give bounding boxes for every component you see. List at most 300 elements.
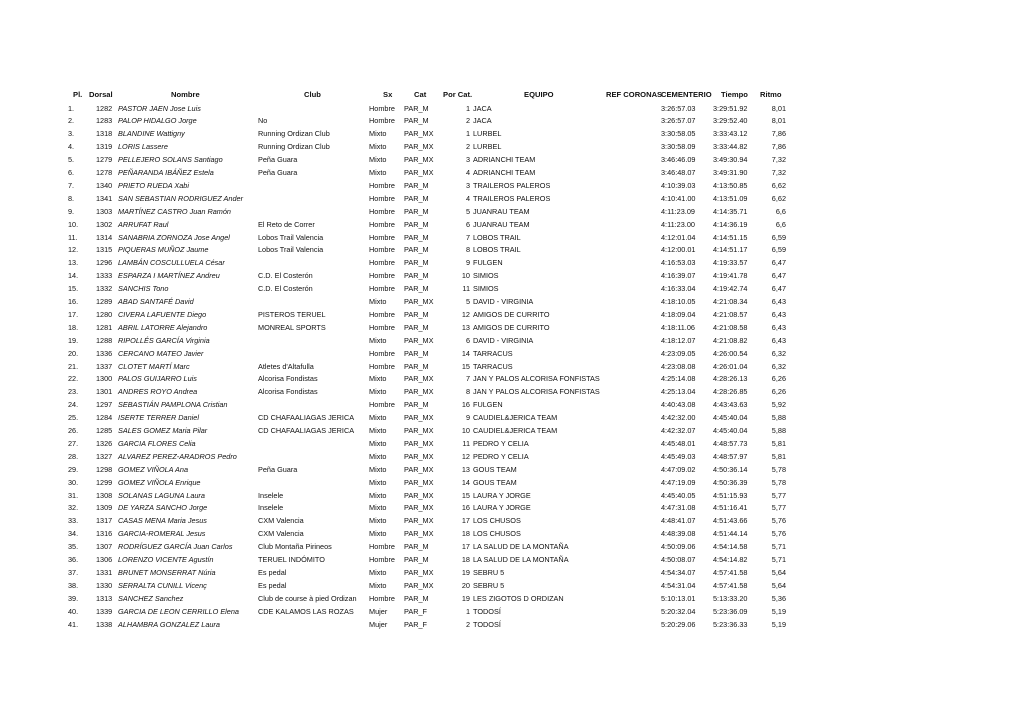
runner-name: ISERTE TERRER Daniel bbox=[118, 413, 199, 423]
club: Running Ordizan Club bbox=[258, 129, 330, 139]
dorsal: 1339 bbox=[96, 606, 113, 616]
category-position: 2 bbox=[465, 619, 470, 629]
category-position: 13 bbox=[461, 464, 470, 474]
category: PAR_MX bbox=[404, 580, 434, 590]
runner-name: PASTOR JAEN Jose Luis bbox=[118, 103, 201, 113]
team: ADRIANCHI TEAM bbox=[473, 168, 536, 177]
place: 40. bbox=[68, 606, 79, 616]
dorsal: 1284 bbox=[96, 413, 113, 423]
category: PAR_MX bbox=[404, 503, 434, 513]
cementerio-split: 4:42:32.07 bbox=[661, 426, 696, 435]
place: 28. bbox=[68, 451, 79, 461]
sex: Mixto bbox=[369, 413, 387, 423]
category-position: 18 bbox=[461, 555, 470, 564]
finish-time: 5:13:33.20 bbox=[713, 593, 748, 603]
header-cementerio: CEMENTERIO bbox=[661, 90, 712, 99]
runner-name: ESPARZA I MARTÍNEZ Andreu bbox=[118, 271, 220, 281]
header-dorsal: Dorsal bbox=[89, 90, 113, 99]
finish-time: 4:51:15.93 bbox=[713, 490, 748, 500]
table-row bbox=[0, 348, 1024, 361]
place: 23. bbox=[68, 387, 79, 397]
cementerio-split: 4:47:19.09 bbox=[661, 477, 696, 487]
dorsal: 1296 bbox=[96, 258, 113, 268]
runner-name: ALVAREZ PEREZ-ARADROS Pedro bbox=[118, 451, 237, 461]
pace: 5,76 bbox=[771, 529, 786, 539]
sex: Mixto bbox=[369, 477, 387, 487]
runner-name: ALHAMBRA GONZALEZ Laura bbox=[118, 619, 220, 629]
place: 4. bbox=[68, 142, 75, 152]
table-row bbox=[0, 373, 1024, 386]
header-sx: Sx bbox=[383, 90, 393, 99]
place: 29. bbox=[68, 464, 79, 474]
cementerio-split: 4:16:33.04 bbox=[661, 284, 696, 294]
dorsal: 1338 bbox=[96, 619, 113, 629]
pace: 6,6 bbox=[775, 219, 786, 229]
category-position: 10 bbox=[461, 426, 470, 435]
runner-name: SEBASTIÁN PAMPLONA Cristian bbox=[118, 400, 228, 410]
finish-time: 4:48:57.73 bbox=[713, 438, 748, 448]
club: TERUEL INDÓMITO bbox=[258, 555, 325, 564]
category-position: 12 bbox=[461, 309, 470, 319]
category-position: 17 bbox=[461, 542, 470, 552]
team: JAN Y PALOS ALCORISA FONFISTAS bbox=[473, 374, 600, 384]
finish-time: 4:19:41.78 bbox=[713, 271, 748, 281]
finish-time: 4:45:40.04 bbox=[713, 413, 748, 423]
category-position: 12 bbox=[461, 451, 470, 461]
dorsal: 1340 bbox=[96, 180, 113, 190]
pace: 5,19 bbox=[771, 619, 786, 629]
table-row bbox=[0, 412, 1024, 425]
dorsal: 1280 bbox=[96, 309, 113, 319]
category-position: 6 bbox=[465, 335, 470, 345]
runner-name: RIPOLLÉS GARCÍA Virginia bbox=[118, 335, 210, 345]
cementerio-split: 5:10:13.01 bbox=[661, 593, 696, 603]
table-row bbox=[0, 296, 1024, 309]
pace: 6,32 bbox=[771, 361, 786, 371]
team: JACA bbox=[473, 116, 492, 126]
finish-time: 4:28:26.13 bbox=[713, 374, 748, 384]
place: 34. bbox=[68, 529, 79, 539]
pace: 6,43 bbox=[771, 335, 786, 345]
cementerio-split: 4:12:00.01 bbox=[661, 245, 696, 255]
cementerio-split: 5:20:32.04 bbox=[661, 606, 696, 616]
pace: 5,64 bbox=[771, 567, 786, 577]
finish-time: 4:45:40.04 bbox=[713, 426, 748, 435]
table-row bbox=[0, 515, 1024, 528]
sex: Mujer bbox=[369, 619, 388, 629]
runner-name: SOLANAS LAGUNA Laura bbox=[118, 490, 205, 500]
category: PAR_MX bbox=[404, 387, 434, 397]
sex: Mixto bbox=[369, 490, 387, 500]
pace: 8,01 bbox=[771, 103, 786, 113]
category: PAR_MX bbox=[404, 438, 434, 448]
pace: 5,76 bbox=[771, 516, 786, 526]
table-row bbox=[0, 425, 1024, 438]
category-position: 20 bbox=[461, 580, 470, 590]
category: PAR_MX bbox=[404, 335, 434, 345]
place: 5. bbox=[68, 155, 75, 165]
finish-time: 3:49:30.94 bbox=[713, 155, 748, 165]
place: 6. bbox=[68, 168, 75, 177]
team: AMIGOS DE CURRITO bbox=[473, 309, 550, 319]
team: LAURA Y JORGE bbox=[473, 503, 531, 513]
category-position: 15 bbox=[461, 490, 470, 500]
club: No bbox=[258, 116, 268, 126]
category-position: 16 bbox=[461, 503, 470, 513]
pace: 6,47 bbox=[771, 271, 786, 281]
dorsal: 1341 bbox=[96, 193, 113, 203]
dorsal: 1316 bbox=[96, 529, 113, 539]
cementerio-split: 4:11:23.00 bbox=[661, 219, 695, 229]
team: CAUDIEL&JERICA TEAM bbox=[473, 426, 558, 435]
pace: 6,6 bbox=[775, 206, 786, 216]
sex: Mixto bbox=[369, 464, 387, 474]
cementerio-split: 4:42:32.00 bbox=[661, 413, 696, 423]
category-position: 5 bbox=[465, 206, 470, 216]
runner-name: PRIETO RUEDA Xabi bbox=[118, 180, 189, 190]
cementerio-split: 4:12:01.04 bbox=[661, 232, 696, 242]
place: 38. bbox=[68, 580, 79, 590]
table-row bbox=[0, 490, 1024, 503]
pace: 5,88 bbox=[771, 426, 786, 435]
table-row bbox=[0, 270, 1024, 283]
club: CXM Valencia bbox=[258, 516, 304, 526]
cementerio-split: 4:50:08.07 bbox=[661, 555, 696, 564]
club: Es pedal bbox=[258, 567, 287, 577]
pace: 6,47 bbox=[771, 284, 786, 294]
header-cat: Cat bbox=[414, 90, 427, 99]
runner-name: CIVERA LAFUENTE Diego bbox=[118, 309, 207, 319]
table-row bbox=[0, 128, 1024, 141]
club: Es pedal bbox=[258, 580, 287, 590]
header-ref-coronas: REF CORONAS bbox=[606, 90, 663, 99]
table-row bbox=[0, 244, 1024, 257]
runner-name: SANCHEZ Sanchez bbox=[118, 593, 184, 603]
club: CDE KALAMOS LAS ROZAS bbox=[258, 606, 354, 616]
place: 17. bbox=[68, 309, 79, 319]
category: PAR_MX bbox=[404, 155, 434, 165]
dorsal: 1333 bbox=[96, 271, 113, 281]
table-row bbox=[0, 232, 1024, 245]
dorsal: 1301 bbox=[96, 387, 113, 397]
table-row bbox=[0, 399, 1024, 412]
place: 25. bbox=[68, 413, 79, 423]
finish-time: 4:14:51.15 bbox=[713, 232, 748, 242]
pace: 8,01 bbox=[771, 116, 786, 126]
category-position: 8 bbox=[465, 387, 470, 397]
category: PAR_M bbox=[404, 542, 429, 552]
place: 16. bbox=[68, 297, 79, 306]
club: CXM Valencia bbox=[258, 529, 304, 539]
runner-name: BRUNET MONSERRAT Núria bbox=[118, 567, 216, 577]
category-position: 14 bbox=[461, 348, 470, 358]
team: TODOSÍ bbox=[473, 606, 501, 616]
table-row bbox=[0, 219, 1024, 232]
header-nombre: Nombre bbox=[171, 90, 200, 99]
cementerio-split: 4:16:53.03 bbox=[661, 258, 696, 268]
category: PAR_M bbox=[404, 555, 429, 564]
runner-name: CLOTET MARTÍ Marc bbox=[118, 361, 190, 371]
place: 20. bbox=[68, 348, 79, 358]
category: PAR_MX bbox=[404, 516, 434, 526]
category: PAR_MX bbox=[404, 168, 434, 177]
team: GOUS TEAM bbox=[473, 464, 517, 474]
team: LURBEL bbox=[473, 129, 502, 139]
pace: 5,19 bbox=[771, 606, 786, 616]
category-position: 1 bbox=[465, 606, 470, 616]
cementerio-split: 4:47:31.08 bbox=[661, 503, 696, 513]
table-row bbox=[0, 103, 1024, 116]
category-position: 19 bbox=[461, 567, 470, 577]
dorsal: 1332 bbox=[96, 284, 113, 294]
finish-time: 4:14:35.71 bbox=[713, 206, 748, 216]
cementerio-split: 4:45:49.03 bbox=[661, 451, 696, 461]
cementerio-split: 3:30:58.05 bbox=[661, 129, 696, 139]
finish-time: 4:21:08.58 bbox=[713, 322, 748, 332]
sex: Mixto bbox=[369, 335, 387, 345]
runner-name: CASAS MENA Maria Jesus bbox=[118, 516, 207, 526]
pace: 5,78 bbox=[771, 464, 786, 474]
pace: 5,77 bbox=[771, 490, 786, 500]
category: PAR_MX bbox=[404, 477, 434, 487]
category-position: 19 bbox=[461, 593, 470, 603]
place: 14. bbox=[68, 271, 79, 281]
category-position: 6 bbox=[465, 219, 470, 229]
place: 18. bbox=[68, 322, 79, 332]
finish-time: 4:21:08.34 bbox=[713, 297, 748, 306]
team: SIMIOS bbox=[473, 284, 499, 294]
category-position: 18 bbox=[461, 529, 470, 539]
place: 12. bbox=[68, 245, 79, 255]
category-position: 7 bbox=[465, 374, 470, 384]
category: PAR_MX bbox=[404, 426, 434, 435]
pace: 7,86 bbox=[771, 129, 786, 139]
cementerio-split: 4:23:08.08 bbox=[661, 361, 696, 371]
header-pl: Pl. bbox=[73, 90, 83, 99]
pace: 5,78 bbox=[771, 477, 786, 487]
category-position: 8 bbox=[465, 245, 470, 255]
cementerio-split: 3:30:58.09 bbox=[661, 142, 696, 152]
runner-name: ABRIL LATORRE Alejandro bbox=[118, 322, 208, 332]
sex: Hombre bbox=[369, 258, 395, 268]
cementerio-split: 4:54:31.04 bbox=[661, 580, 696, 590]
club: El Reto de Correr bbox=[258, 219, 315, 229]
sex: Mixto bbox=[369, 567, 387, 577]
finish-time: 4:21:08.82 bbox=[713, 335, 748, 345]
sex: Hombre bbox=[369, 271, 395, 281]
runner-name: ARRUFAT Raul bbox=[118, 219, 169, 229]
runner-name: PALOP HIDALGO Jorge bbox=[118, 116, 197, 126]
runner-name: DE YARZA SANCHO Jorge bbox=[118, 503, 208, 513]
finish-time: 3:29:51.92 bbox=[713, 103, 748, 113]
sex: Hombre bbox=[369, 103, 395, 113]
dorsal: 1285 bbox=[96, 426, 113, 435]
team: ADRIANCHI TEAM bbox=[473, 155, 536, 165]
dorsal: 1307 bbox=[96, 542, 113, 552]
club: MONREAL SPORTS bbox=[258, 322, 326, 332]
table-row bbox=[0, 451, 1024, 464]
category: PAR_F bbox=[404, 619, 427, 629]
pace: 5,81 bbox=[771, 451, 786, 461]
pace: 5,36 bbox=[771, 593, 786, 603]
table-row bbox=[0, 283, 1024, 296]
pace: 6,59 bbox=[771, 245, 786, 255]
club: Running Ordizan Club bbox=[258, 142, 330, 152]
sex: Hombre bbox=[369, 400, 395, 410]
team: AMIGOS DE CURRITO bbox=[473, 322, 550, 332]
place: 32. bbox=[68, 503, 79, 513]
category-position: 1 bbox=[465, 129, 470, 139]
sex: Hombre bbox=[369, 284, 395, 294]
sex: Hombre bbox=[369, 180, 395, 190]
pace: 6,59 bbox=[771, 232, 786, 242]
category: PAR_M bbox=[404, 593, 429, 603]
dorsal: 1331 bbox=[96, 567, 113, 577]
finish-time: 4:50:36.14 bbox=[713, 464, 748, 474]
table-row bbox=[0, 309, 1024, 322]
finish-time: 4:57:41.58 bbox=[713, 580, 748, 590]
team: LA SALUD DE LA MONTAÑA bbox=[473, 555, 569, 564]
table-row bbox=[0, 593, 1024, 606]
category-position: 17 bbox=[461, 516, 470, 526]
table-row bbox=[0, 180, 1024, 193]
dorsal: 1283 bbox=[96, 116, 113, 126]
category: PAR_MX bbox=[404, 297, 434, 306]
sex: Hombre bbox=[369, 116, 395, 126]
category-position: 15 bbox=[461, 361, 470, 371]
cementerio-split: 3:26:57.03 bbox=[661, 103, 696, 113]
category: PAR_M bbox=[404, 284, 429, 294]
finish-time: 4:26:01.04 bbox=[713, 361, 748, 371]
cementerio-split: 4:11:23.09 bbox=[661, 206, 695, 216]
dorsal: 1303 bbox=[96, 206, 113, 216]
category-position: 11 bbox=[462, 284, 470, 294]
cementerio-split: 5:20:29.06 bbox=[661, 619, 696, 629]
category: PAR_M bbox=[404, 219, 429, 229]
club: Alcorisa Fondistas bbox=[258, 374, 318, 384]
team: CAUDIEL&JERICA TEAM bbox=[473, 413, 558, 423]
place: 10. bbox=[68, 219, 79, 229]
category-position: 7 bbox=[465, 232, 470, 242]
runner-name: ANDRES ROYO Andrea bbox=[118, 387, 198, 397]
runner-name: RODRÍGUEZ GARCÍA Juan Carlos bbox=[118, 542, 233, 552]
cementerio-split: 3:26:57.07 bbox=[661, 116, 696, 126]
place: 27. bbox=[68, 438, 79, 448]
table-row bbox=[0, 554, 1024, 567]
finish-time: 4:57:41.58 bbox=[713, 567, 748, 577]
pace: 6,62 bbox=[771, 180, 786, 190]
dorsal: 1327 bbox=[96, 451, 113, 461]
table-row bbox=[0, 361, 1024, 374]
runner-name: LORENZO VICENTE Agustín bbox=[118, 555, 214, 564]
club: Club de course à pied Ordizan bbox=[258, 593, 357, 603]
finish-time: 4:54:14.58 bbox=[713, 542, 748, 552]
category: PAR_F bbox=[404, 606, 427, 616]
category: PAR_M bbox=[404, 232, 429, 242]
place: 26. bbox=[68, 426, 79, 435]
cementerio-split: 4:18:09.04 bbox=[661, 309, 696, 319]
place: 31. bbox=[68, 490, 79, 500]
pace: 5,92 bbox=[771, 400, 786, 410]
team: TARRACUS bbox=[473, 361, 513, 371]
pace: 5,64 bbox=[771, 580, 786, 590]
table-row bbox=[0, 541, 1024, 554]
dorsal: 1302 bbox=[96, 219, 113, 229]
finish-time: 4:51:44.14 bbox=[713, 529, 748, 539]
team: TODOSÍ bbox=[473, 619, 501, 629]
sex: Hombre bbox=[369, 232, 395, 242]
runner-name: PIQUERAS MUÑOZ Jaume bbox=[118, 245, 209, 255]
team: SEBRU 5 bbox=[473, 580, 505, 590]
table-row bbox=[0, 322, 1024, 335]
place: 21. bbox=[68, 361, 79, 371]
table-row bbox=[0, 167, 1024, 180]
finish-time: 4:51:43.66 bbox=[713, 516, 748, 526]
team: LURBEL bbox=[473, 142, 502, 152]
category: PAR_MX bbox=[404, 451, 434, 461]
finish-time: 4:19:33.57 bbox=[713, 258, 748, 268]
sex: Mixto bbox=[369, 529, 387, 539]
place: 36. bbox=[68, 555, 79, 564]
dorsal: 1282 bbox=[96, 103, 113, 113]
club: Peña Guara bbox=[258, 155, 298, 165]
sex: Mixto bbox=[369, 516, 387, 526]
team: DAVID - VIRGINIA bbox=[473, 335, 534, 345]
category-position: 9 bbox=[465, 258, 470, 268]
place: 33. bbox=[68, 516, 79, 526]
runner-name: GOMEZ VIÑOLA Ana bbox=[118, 464, 189, 474]
category: PAR_M bbox=[404, 322, 429, 332]
team: JAN Y PALOS ALCORISA FONFISTAS bbox=[473, 387, 600, 397]
category: PAR_MX bbox=[404, 529, 434, 539]
category-position: 2 bbox=[465, 142, 470, 152]
table-row bbox=[0, 438, 1024, 451]
table-row bbox=[0, 528, 1024, 541]
team: TARRACUS bbox=[473, 348, 513, 358]
sex: Mixto bbox=[369, 580, 387, 590]
team: TRAILEROS PALEROS bbox=[473, 180, 551, 190]
dorsal: 1306 bbox=[96, 555, 113, 564]
runner-name: SALES GOMEZ Maria Pilar bbox=[118, 426, 208, 435]
cementerio-split: 3:46:48.07 bbox=[661, 168, 696, 177]
category-position: 3 bbox=[465, 180, 470, 190]
place: 39. bbox=[68, 593, 79, 603]
team: LOS CHUSOS bbox=[473, 529, 521, 539]
category: PAR_MX bbox=[404, 374, 434, 384]
sex: Hombre bbox=[369, 555, 395, 564]
table-row bbox=[0, 502, 1024, 515]
header-equipo: EQUIPO bbox=[524, 90, 554, 99]
category: PAR_M bbox=[404, 103, 429, 113]
team: DAVID - VIRGINIA bbox=[473, 297, 534, 306]
sex: Mixto bbox=[369, 129, 387, 139]
place: 9. bbox=[68, 206, 75, 216]
place: 35. bbox=[68, 542, 79, 552]
category: PAR_MX bbox=[404, 142, 434, 152]
table-row bbox=[0, 115, 1024, 128]
cementerio-split: 4:48:41.07 bbox=[661, 516, 696, 526]
sex: Mixto bbox=[369, 155, 387, 165]
club: C.D. El Costerón bbox=[258, 271, 313, 281]
category: PAR_M bbox=[404, 361, 429, 371]
category: PAR_MX bbox=[404, 413, 434, 423]
sex: Mixto bbox=[369, 374, 387, 384]
sex: Mixto bbox=[369, 297, 387, 306]
pace: 6,26 bbox=[771, 374, 786, 384]
place: 2. bbox=[68, 116, 75, 126]
place: 30. bbox=[68, 477, 79, 487]
club: Inselele bbox=[258, 490, 284, 500]
